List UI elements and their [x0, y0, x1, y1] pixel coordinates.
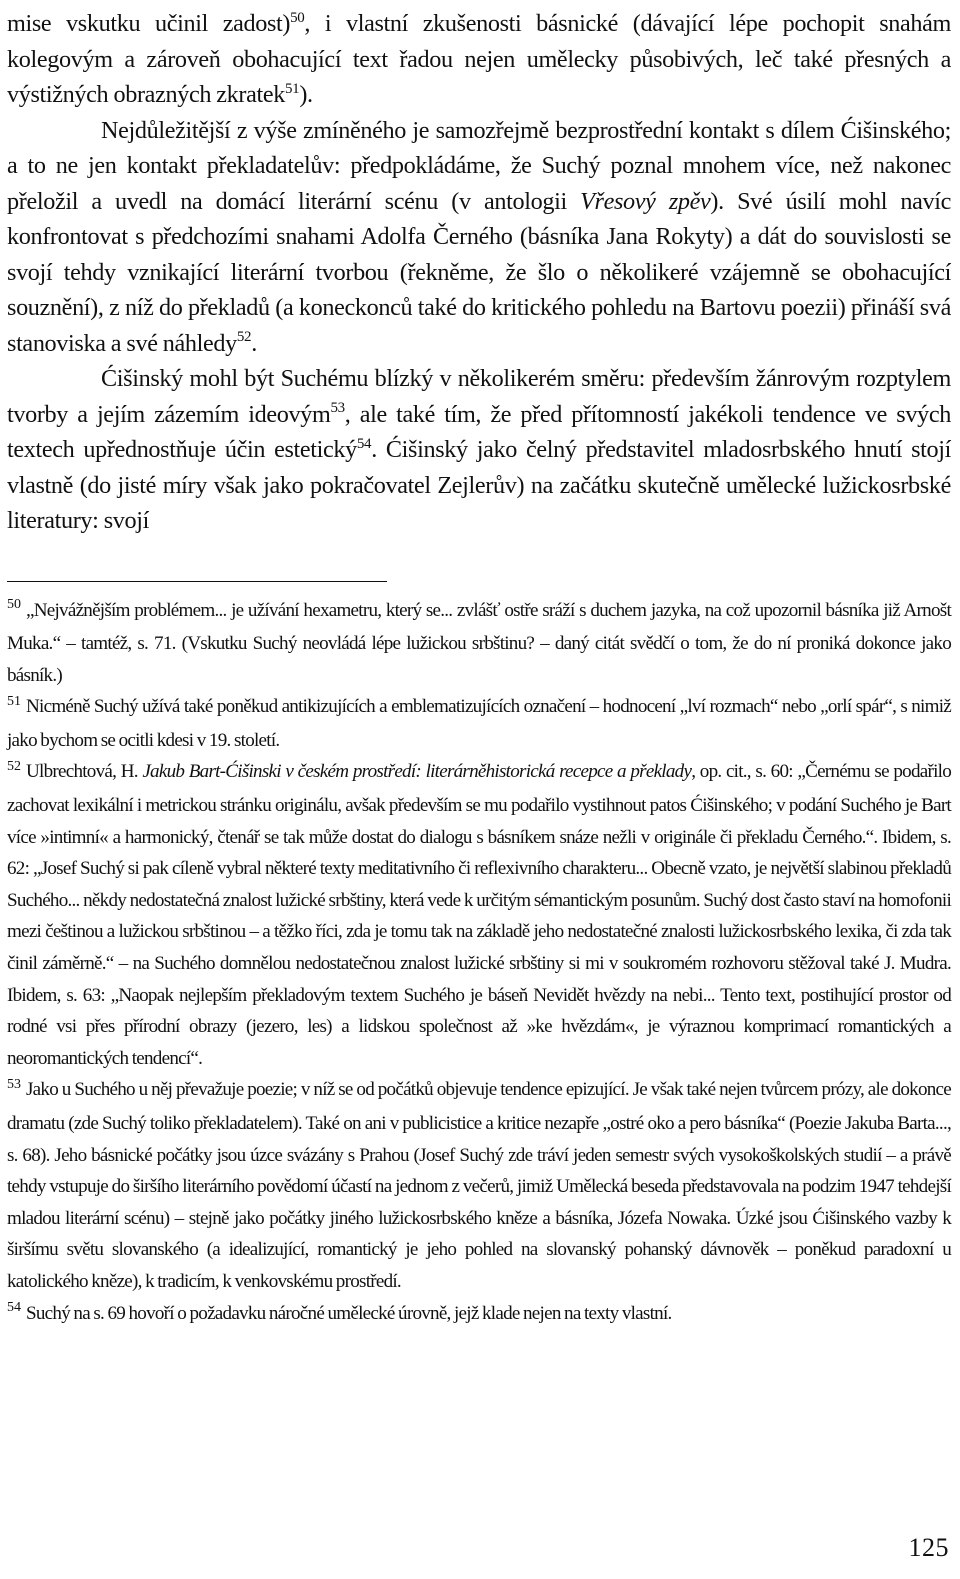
footnote-50	[7, 595, 951, 692]
footnote-ref-51[interactable]: 51	[285, 80, 300, 97]
text-run: , i vlastní zkušenosti básnické (dávající lépe pochopit snahám kolegovým a zároveň obohacující text řadou nejen umělecky působivých, leč také přesných a výstižných obrazných zkratek	[7, 10, 951, 108]
footnotes	[7, 595, 951, 1332]
page-number: 125	[908, 1533, 949, 1562]
footnote-text: Ulbrechtová, H.	[26, 761, 143, 783]
footnote-53	[7, 1074, 951, 1297]
text-run: . Ćišinský jako čelný představitel mladosrbského hnutí stojí vlastně (do jisté míry však jako pokračovatel Zejlerův) na začátku skutečně umělecké lužickosrbské literatury: svojí	[7, 436, 952, 534]
footnote-52	[7, 756, 951, 1074]
footnote-ref-54[interactable]: 54	[356, 435, 372, 452]
footnote-54	[7, 1298, 951, 1332]
footnote-number: 51	[7, 693, 21, 709]
cited-work-title: Jakub Bart-Ćišinski v českém prostředí: literárněhistorická recepce a překlady	[142, 761, 692, 783]
body-text	[7, 6, 951, 539]
text-run: Nejdůležitější z výše zmíněného je samozřejmě bezprostřední kontakt s dílem Ćišinského; a to ne jen kontakt překladatelův: předpokládáme, že Suchý poznal mnohem více, než nakonec přeložil a uvedl na domácí literární scénu (v antologii	[7, 116, 951, 215]
footnote-number: 52	[7, 758, 21, 774]
footnote-separator	[7, 581, 387, 582]
footnote-ref-52[interactable]: 52	[236, 329, 252, 346]
paragraph-3	[7, 361, 951, 539]
footnote-ref-53[interactable]: 53	[330, 400, 345, 417]
text-run: mise vskutku učinil zadost)	[7, 10, 291, 37]
footnote-ref-50[interactable]: 50	[290, 9, 305, 26]
footnote-text: , op. cit., s. 60: „Černému se podařilo zachovat lexikální i metrickou stránku originálu, avšak především se mu podařilo vystihnout patos Ćišinského; v podání Suchého je Bart více »intimní« a harmonický, čtenář se tak může dostat do dialogu s básníkem snáze nežli v originále či překladu Černého.“. Ibidem, s. 62: „Josef Suchý si pak cíleně vybral některé texty meditativního či reflexivního charakteru... Obecně vzato, je největší slabinou překladů Suchého... někdy nedostatečná znalost lužické srbštiny, která vede k určitým sémantickým posunům. Suchý dost často staví na homofonii mezi češtinou a lužickou srbštinou – a těžko říci, zda je tomu tak na základě jeho nedostatečné znalosti lužickosrbského lexika, či zda tak činil záměrně.“ – na Suchého domnělou nedostatečnou znalost lužické srbštiny si mi v soukromém rozhovoru stěžoval také J. Mudra. Ibidem, s. 63: „Naopak nejlepším překladovým textem Suchého je báseň Nevidět hvězdy na nebi... Tento text, postihující prostor od rodné vsi přes přírodní obrazy (jezero, les) a lidskou společnost až »ke hvězdám«, je výraznou komprimací romantických a neoromantických tendencí“.	[7, 761, 951, 1069]
footnote-number: 54	[7, 1299, 21, 1315]
footnote-number: 50	[7, 596, 21, 612]
text-run: ).	[299, 81, 313, 108]
book-title: Vřesový zpěv	[580, 187, 711, 215]
footnote-text: „Nejvážnějším problémem... je užívání hexametru, který se... zvlášť ostře sráží s duchem jazyka, na což upozornil básníka již Arnošt Muka.“ – tamtéž, s. 71. (Vskutku Suchý neovládá lépe lužickou srbštinu? – daný citát svědčí o tom, že do ní proniká dokonce jako básník.)	[7, 599, 951, 686]
paragraph-2	[7, 113, 951, 362]
footnote-51	[7, 691, 951, 756]
footnote-text: Suchý na s. 69 hovoří o požadavku náročné umělecké úrovně, jejž klade nejen na texty vlastní.	[26, 1302, 672, 1324]
text-run: ). Své úsilí mohl navíc konfrontovat s předchozími snahami Adolfa Černého (básníka Jana Rokyty) a dát do souvislosti se svojí tehdy vznikající literární tvorbou (řekněme, že šlo o několikeré vzájemně se obohacující souznění), z níž do překladů (a koneckonců také do kritického pohledu na Bartovu poezii) přináší svá stanoviska a své náhledy	[7, 187, 951, 357]
text-run: Ćišinský mohl být Suchému blízký v několikerém směru: především žánrovým rozptylem tvorby a jejím zázemím ideovým	[7, 365, 951, 428]
footnote-text: Nicméně Suchý užívá také poněkud antikizujících a emblematizujících označení – hodnocení „lví rozmach“ nebo „orlí spár“, s nimiž jako bychom se ocitli kdesi v 19. století.	[7, 696, 951, 751]
text-run: .	[251, 329, 257, 357]
paragraph-1	[7, 6, 951, 113]
footnote-number: 53	[7, 1076, 21, 1092]
footnote-text: Jako u Suchého u něj převažuje poezie; v níž se od počátků objevuje tendence epizující. Je však také nejen tvůrcem prózy, ale dokonce dramatu (zde Suchý toliko překladatelem). Také on ani v publicistice a kritice nezapře „ostré oko a pero básníka“ (Poezie Jakuba Barta..., s. 68). Jeho básnické počátky jsou úzce svázány s Prahou (Josef Suchý zde tráví jeden semestr svých vysokoškolských studií – a právě tehdy vstupuje do širšího literárního povědomí účastí na jednom z večerů, jimiž Umělecká beseda představovala na podzim 1947 tehdejší mladou literární scénu) – stejně jako počátky jiného lužickosrbského kněze a básníka, Józefa Nowaka. Úzké jsou Ćišinského vazby k širšímu světu slovanského (a idealizující, romantický je jeho pohled na slovanský pohanský dávnověk – poněkud paradoxní u katolického kněze), k tradicím, k venkovskému prostředí.	[7, 1079, 951, 1292]
text-run: , ale také tím, že před přítomností jakékoli tendence ve svých textech upřednostňuje účin estetický	[7, 400, 951, 463]
